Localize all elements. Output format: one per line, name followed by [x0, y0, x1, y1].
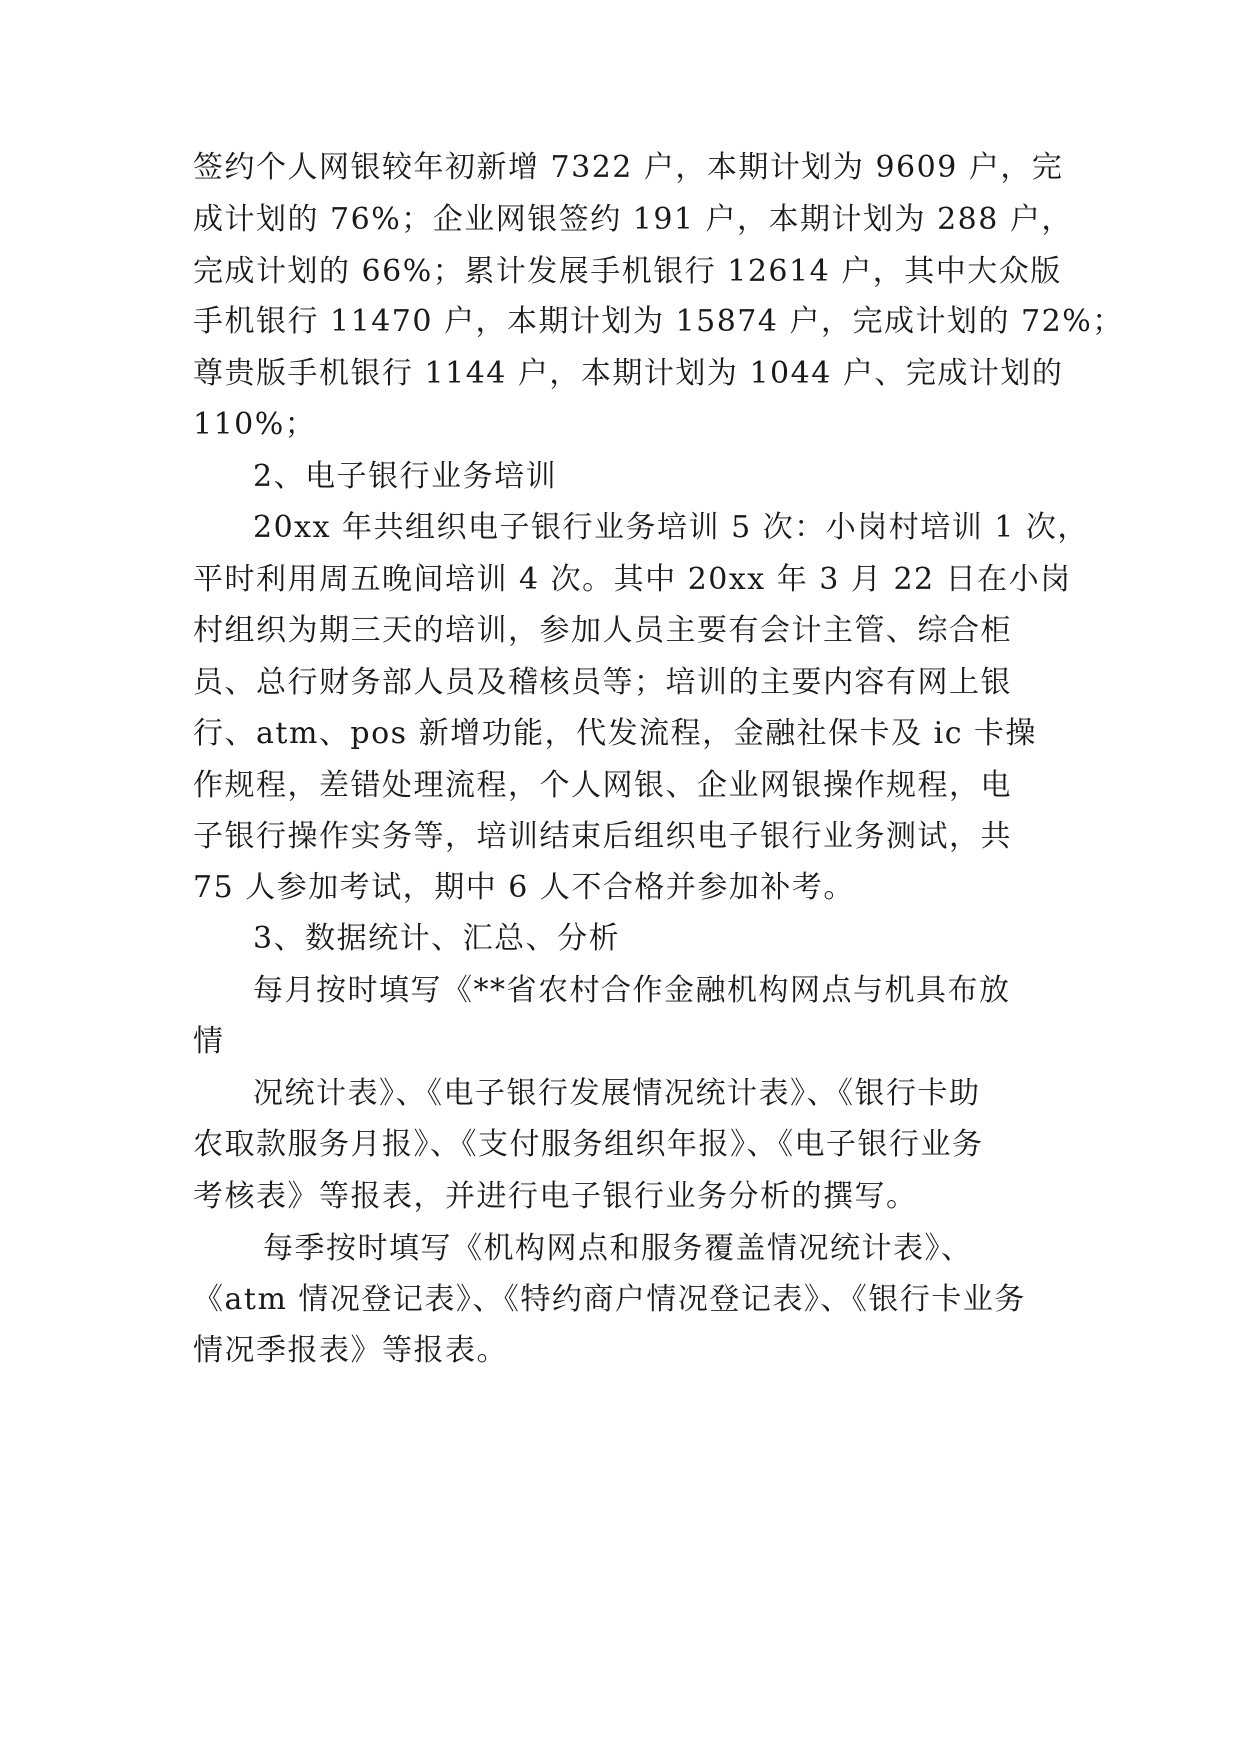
paragraph-line: 每季按时填写《机构网点和服务覆盖情况统计表》、	[263, 1231, 973, 1266]
paragraph-line: 每月按时填写《**省农村合作金融机构网点与机具布放	[253, 973, 1011, 1008]
paragraph-line: 作规程，差错处理流程，个人网银、企业网银操作规程，电	[193, 768, 1012, 803]
paragraph-line: 20xx 年共组织电子银行业务培训 5 次：小岗村培训 1 次，	[253, 510, 1089, 545]
paragraph-line: 手机银行 11470 户，本期计划为 15874 户，完成计划的 72%；	[193, 304, 1124, 339]
paragraph-line: 情况季报表》等报表。	[193, 1333, 508, 1368]
paragraph-line: 110%；	[193, 407, 317, 442]
paragraph-line: 完成计划的 66%；累计发展手机银行 12614 户，其中大众版	[193, 254, 1062, 289]
paragraph-line: 签约个人网银较年初新增 7322 户，本期计划为 9609 户，完	[193, 150, 1064, 185]
paragraph-line: 75 人参加考试，期中 6 人不合格并参加补考。	[193, 870, 855, 905]
paragraph-line: 村组织为期三天的培训，参加人员主要有会计主管、综合柜	[193, 613, 1012, 648]
paragraph-line: 农取款服务月报》、《支付服务组织年报》、《电子银行业务	[193, 1127, 984, 1162]
paragraph-line: 尊贵版手机银行 1144 户，本期计划为 1044 户、完成计划的	[193, 356, 1064, 391]
paragraph-line: 平时利用周五晚间培训 4 次。其中 20xx 年 3 月 22 日在小岗	[193, 562, 1072, 597]
paragraph-line: 员、总行财务部人员及稽核员等；培训的主要内容有网上银	[193, 665, 1012, 700]
paragraph-line: 情	[193, 1024, 225, 1059]
paragraph-line: 成计划的 76%；企业网银签约 191 户，本期计划为 288 户，	[193, 202, 1073, 237]
paragraph-line: 况统计表》、《电子银行发展情况统计表》、《银行卡助	[253, 1076, 981, 1111]
paragraph-line: 《atm 情况登记表》、《特约商户情况登记表》、《银行卡业务	[193, 1282, 1026, 1317]
section-heading: 3、数据统计、汇总、分析	[253, 921, 621, 956]
paragraph-line: 子银行操作实务等，培训结束后组织电子银行业务测试，共	[193, 819, 1012, 854]
section-heading: 2、电子银行业务培训	[253, 459, 558, 494]
paragraph-line: 考核表》等报表，并进行电子银行业务分析的撰写。	[193, 1179, 918, 1214]
paragraph-line: 行、atm、pos 新增功能，代发流程，金融社保卡及 ic 卡操	[193, 716, 1038, 751]
